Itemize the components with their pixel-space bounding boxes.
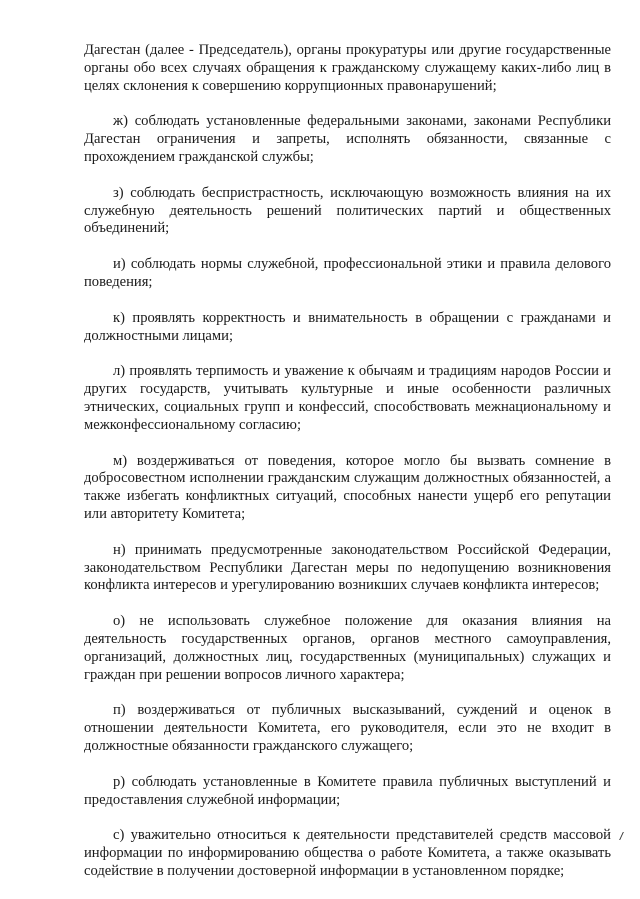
paragraph-item-o: о) не использовать служебное положение для оказания влияния на деятельность государственных органов, органов местного самоуправления, организаций, должностных лиц, государственных (муниципальных) служащих и граждан при решении вопросов личного характера; — [84, 613, 611, 683]
paragraph-item-n: н) принимать предусмотренные законодательством Российской Федерации, законодательством Республики Дагестан меры по недопущению возникновения конфликта интересов и урегулированию возникших случаев конфликта интересов; — [84, 541, 611, 594]
paragraph-item-m: м) воздерживаться от поведения, которое могло бы вызвать сомнение в добросовестном исполнении гражданским служащим должностных обязанностей, а также избегать конфликтных ситуаций, способных нанести ущерб его репутации или авторитету Комитета; — [84, 452, 611, 522]
paragraph-item-l: л) проявлять терпимость и уважение к обычаям и традициям народов России и других государств, учитывать культурные и иные особенности различных этнических, социальных групп и конфессий, способствовать межнациональному и межконфессиональному согласию; — [84, 363, 611, 433]
paragraph-item-z: з) соблюдать беспристрастность, исключающую возможность влияния на их служебную деятельность решений политических партий и общественных объединений; — [84, 184, 611, 237]
paragraph-continuation: Дагестан (далее - Председатель), органы прокуратуры или другие государственные органы обо всех случаях обращения к гражданскому служащему каких-либо лиц в целях склонения к совершению коррупционных правонарушений; — [84, 42, 611, 94]
paragraph-item-zh: ж) соблюдать установленные федеральными законами, законами Республики Дагестан ограничения и запреты, исполнять обязанности, связанные с прохождением гражданской службы; — [84, 113, 611, 165]
scan-mark — [619, 832, 630, 840]
paragraph-item-p: п) воздерживаться от публичных высказываний, суждений и оценок в отношении деятельности Комитета, его руководителя, если это не входит в должностные обязанности гражданского служащего; — [84, 702, 611, 754]
paragraph-item-i: и) соблюдать нормы служебной, профессиональной этики и правила делового поведения; — [84, 256, 611, 290]
paragraph-item-k: к) проявлять корректность и внимательность в обращении с гражданами и должностными лицами; — [84, 309, 611, 344]
paragraph-item-s: с) уважительно относиться к деятельности представителей средств массовой информации по информированию общества о работе Комитета, а также оказывать содействие в получении достоверной информации в установленном порядке; — [84, 827, 611, 879]
paragraph-item-r: р) соблюдать установленные в Комитете правила публичных выступлений и предоставления служебной информации; — [84, 773, 611, 808]
document-body — [84, 42, 611, 899]
